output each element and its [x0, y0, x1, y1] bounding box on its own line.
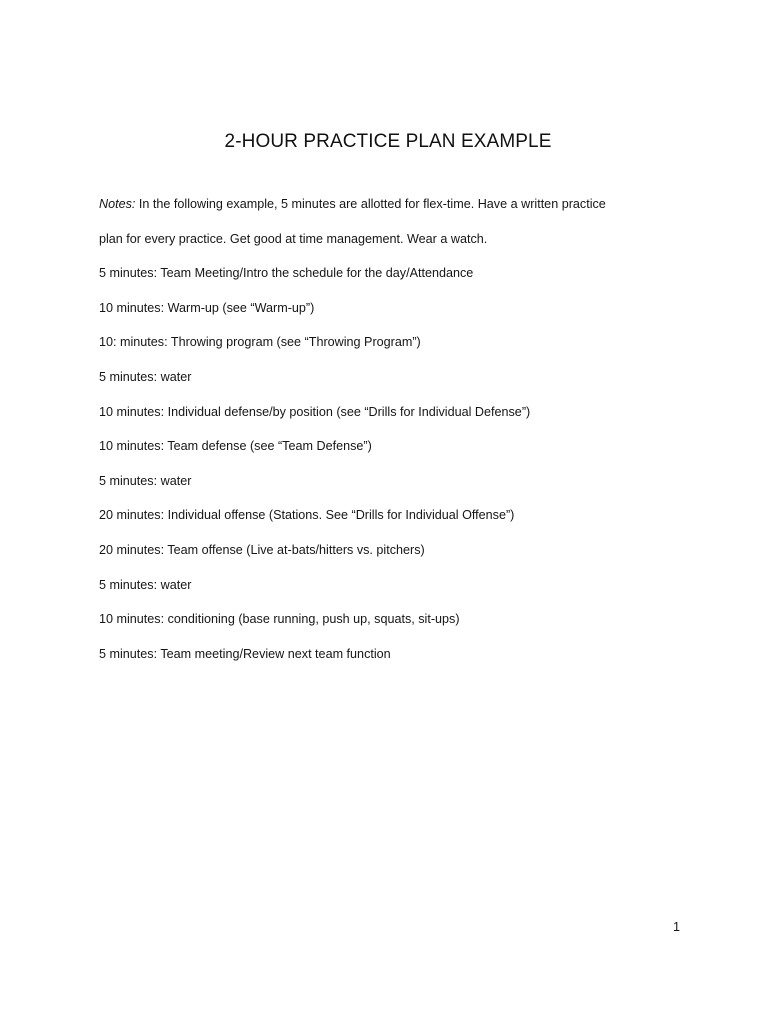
page-number: 1 [672, 920, 680, 934]
schedule-item: 10: minutes: Throwing program (see “Throwing Program”) [99, 335, 421, 350]
schedule-item: 20 minutes: Individual offense (Stations. See “Drills for Individual Offense”) [99, 508, 515, 523]
schedule-item: 10 minutes: Individual defense/by position (see “Drills for Individual Defense”) [99, 404, 531, 419]
practice-plan-body [99, 187, 699, 671]
page-title: 2-HOUR PRACTICE PLAN EXAMPLE [224, 131, 552, 152]
notes-text-1: In the following example, 5 minutes are allotted for flex-time. Have a written practice [135, 197, 606, 211]
notes-line-1 [99, 187, 699, 222]
schedule-item: 5 minutes: water [99, 577, 192, 592]
schedule-item: 5 minutes: Team meeting/Review next team function [99, 646, 391, 661]
schedule-item: 10 minutes: conditioning (base running, push up, squats, sit-ups) [99, 612, 460, 627]
schedule-item: 20 minutes: Team offense (Live at-bats/hitters vs. pitchers) [99, 542, 425, 557]
schedule-item: 5 minutes: Team Meeting/Intro the schedule for the day/Attendance [99, 266, 474, 281]
schedule-item: 5 minutes: water [99, 473, 192, 488]
notes-line-2: plan for every practice. Get good at time management. Wear a watch. [99, 231, 488, 246]
schedule-item: 10 minutes: Team defense (see “Team Defense”) [99, 439, 372, 454]
notes-label: Notes: [99, 197, 136, 211]
schedule-item: 5 minutes: water [99, 369, 192, 384]
schedule-item: 10 minutes: Warm-up (see “Warm-up”) [99, 300, 315, 315]
